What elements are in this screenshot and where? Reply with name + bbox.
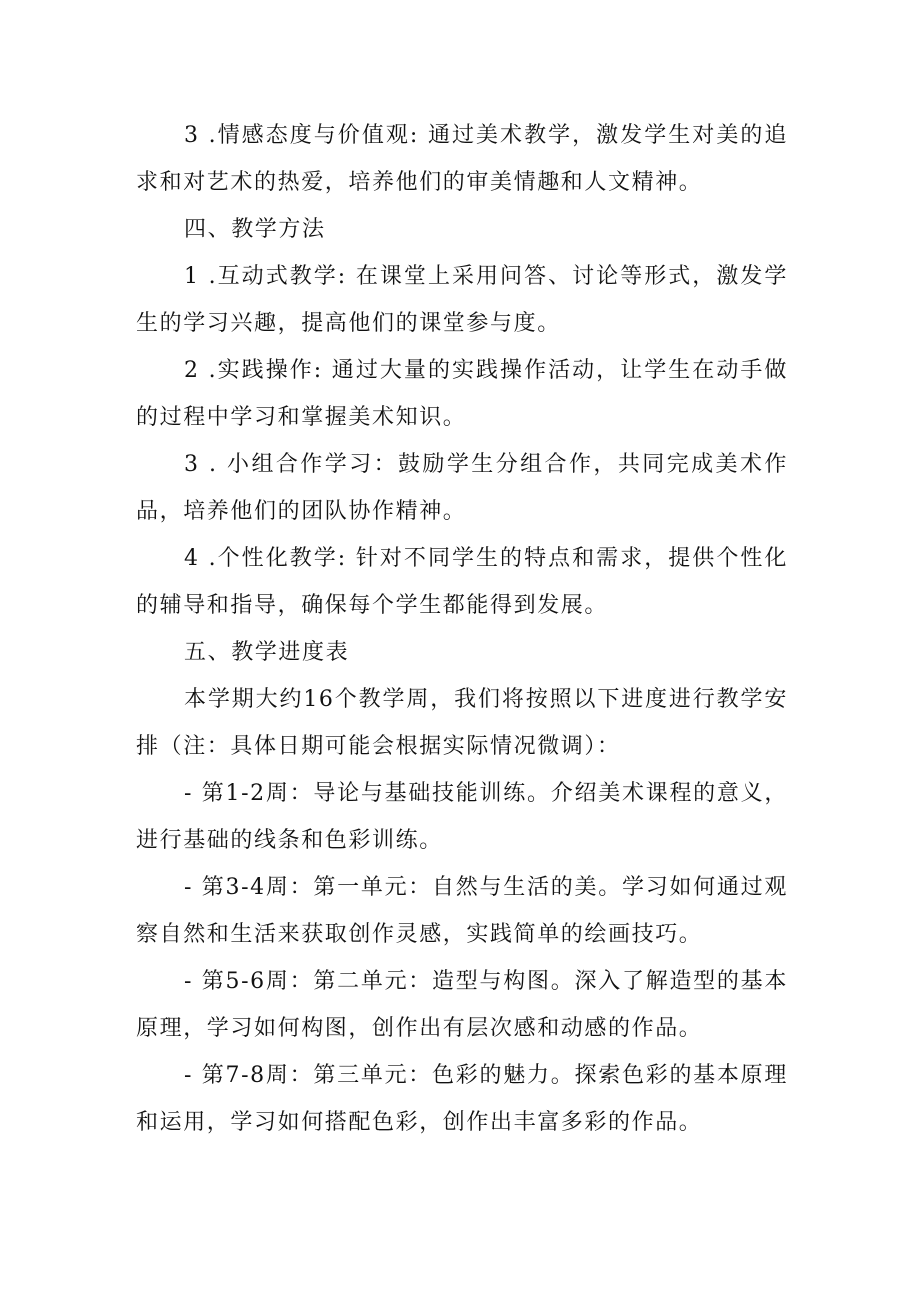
paragraph-method-personal: 4 .个性化教学: 针对不同学生的特点和需求，提供个性化的辅导和指导，确保每个学生都能得到发展。 <box>136 546 788 618</box>
schedule-item-week-3-4: - 第3-4周：第一单元：自然与生活的美。学习如何通过观察自然和生活来获取创作灵感，实践简单的绘画技巧。 <box>136 875 788 947</box>
section-heading-methods: 四、教学方法 <box>184 217 326 242</box>
paragraph-schedule-intro: 本学期大约16个教学周，我们将按照以下进度进行教学安排（注：具体日期可能会根据实际情况微调）： <box>136 687 788 759</box>
schedule-item-week-7-8: - 第7-8周：第三单元：色彩的魅力。探索色彩的基本原理和运用，学习如何搭配色彩，创作出丰富多彩的作品。 <box>136 1063 788 1135</box>
paragraph-method-interactive: 1 .互动式教学: 在课堂上采用问答、讨论等形式，激发学生的学习兴趣，提高他们的课堂参与度。 <box>136 264 788 336</box>
document-body <box>136 112 788 1146</box>
schedule-item-week-5-6: - 第5-6周：第二单元：造型与构图。深入了解造型的基本原理，学习如何构图，创作出有层次感和动感的作品。 <box>136 969 788 1041</box>
schedule-item-week-1-2: - 第1-2周：导论与基础技能训练。介绍美术课程的意义，进行基础的线条和色彩训练。 <box>136 781 788 853</box>
paragraph-method-practice: 2 .实践操作: 通过大量的实践操作活动，让学生在动手做的过程中学习和掌握美术知识。 <box>136 358 788 430</box>
section-heading-schedule: 五、教学进度表 <box>184 640 350 665</box>
paragraph-method-group: 3 . 小组合作学习：鼓励学生分组合作，共同完成美术作品，培养他们的团队协作精神。 <box>136 452 788 524</box>
paragraph-goal-emotion: 3 .情感态度与价值观: 通过美术教学，激发学生对美的追求和对艺术的热爱，培养他们的审美情趣和人文精神。 <box>136 123 788 195</box>
